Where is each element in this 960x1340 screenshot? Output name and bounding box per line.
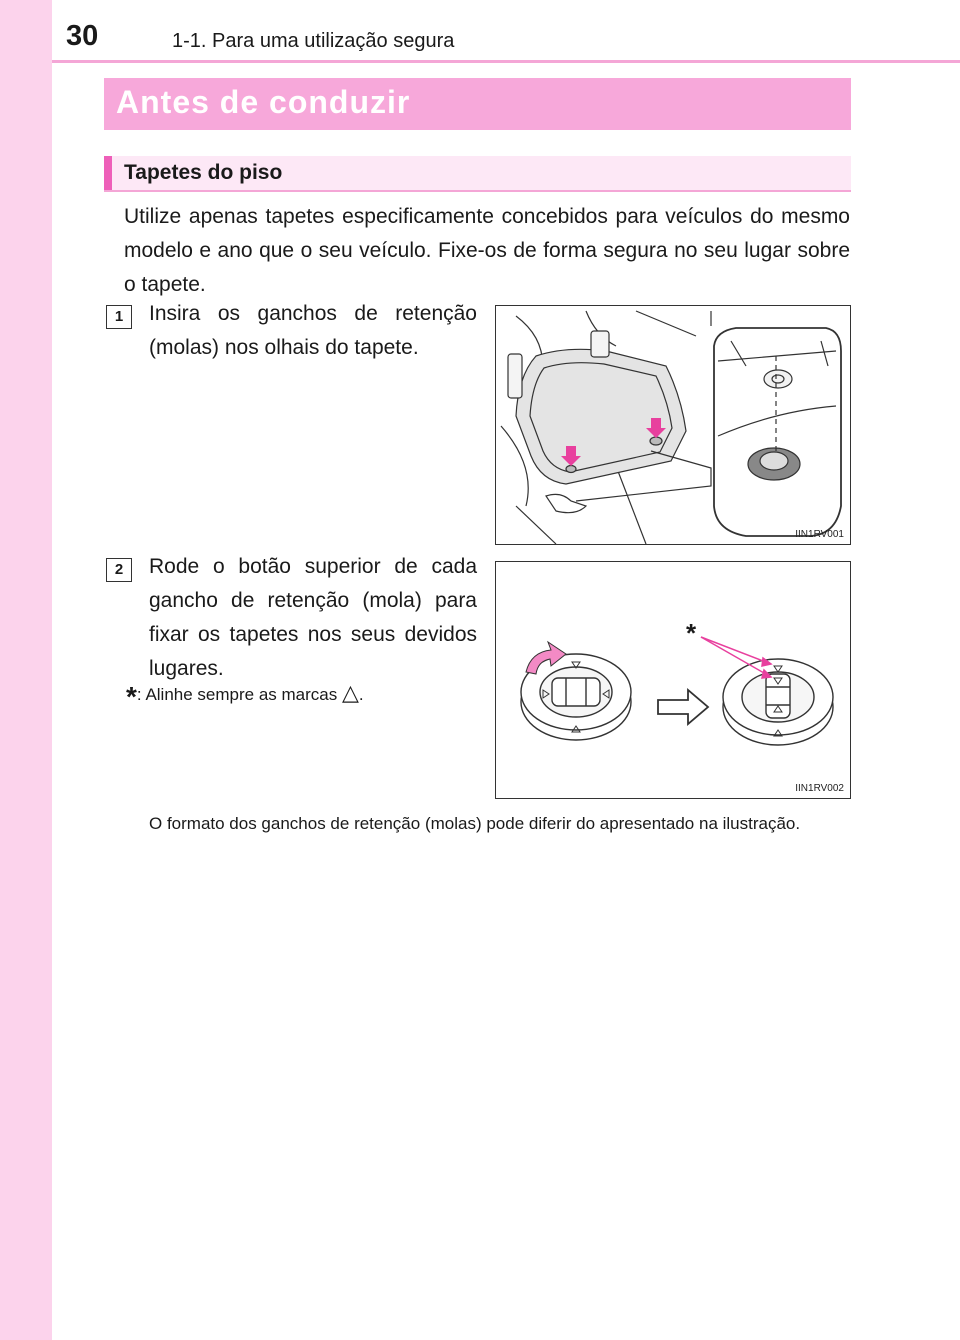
- hook-rotation-illustration: [496, 562, 850, 798]
- page-number: 30: [66, 20, 99, 52]
- subsection-accent: [104, 156, 112, 190]
- footnote: [126, 680, 364, 713]
- figure-hook-rotation: [495, 561, 851, 799]
- figure-1-code: IIN1RV001: [795, 529, 844, 540]
- footnote-text: Alinhe sempre as marcas: [145, 685, 338, 704]
- running-head: 1-1. Para uma utilização segura: [172, 30, 455, 52]
- step-2-text: Rode o botão superior de cada gancho de retenção (mola) para fixar os tapetes nos seus devidos lugares.: [149, 555, 477, 680]
- figure-2-code: IIN1RV002: [795, 783, 844, 794]
- step-1-text: Insira os ganchos de retenção (molas) nos olhais do tapete.: [149, 302, 477, 359]
- floor-mat-illustration: [496, 306, 850, 544]
- footnote-asterisk: *: [126, 681, 137, 712]
- figure-asterisk-marker: *: [686, 618, 697, 648]
- side-margin-strip: [0, 0, 52, 1340]
- step-2-badge: 2: [106, 558, 132, 582]
- header-rule: [52, 60, 960, 63]
- shape-note: O formato dos ganchos de retenção (molas) pode diferir do apresentado na ilustração.: [149, 814, 801, 833]
- subsection-title: Tapetes do piso: [124, 161, 283, 184]
- step-1-badge: 1: [106, 305, 132, 329]
- subsection-banner: [104, 156, 851, 192]
- footnote-separator: :: [136, 685, 142, 704]
- figure-floor-mat-hooks: [495, 305, 851, 545]
- section-title: Antes de conduzir: [116, 84, 411, 120]
- intro-paragraph: Utilize apenas tapetes especificamente concebidos para veículos do mesmo modelo e ano que o seu veículo. Fixe-os de forma segura no seu lugar sobre o tapete.: [124, 205, 850, 296]
- triangle-mark-icon: △: [341, 680, 359, 705]
- footnote-end: .: [358, 685, 364, 704]
